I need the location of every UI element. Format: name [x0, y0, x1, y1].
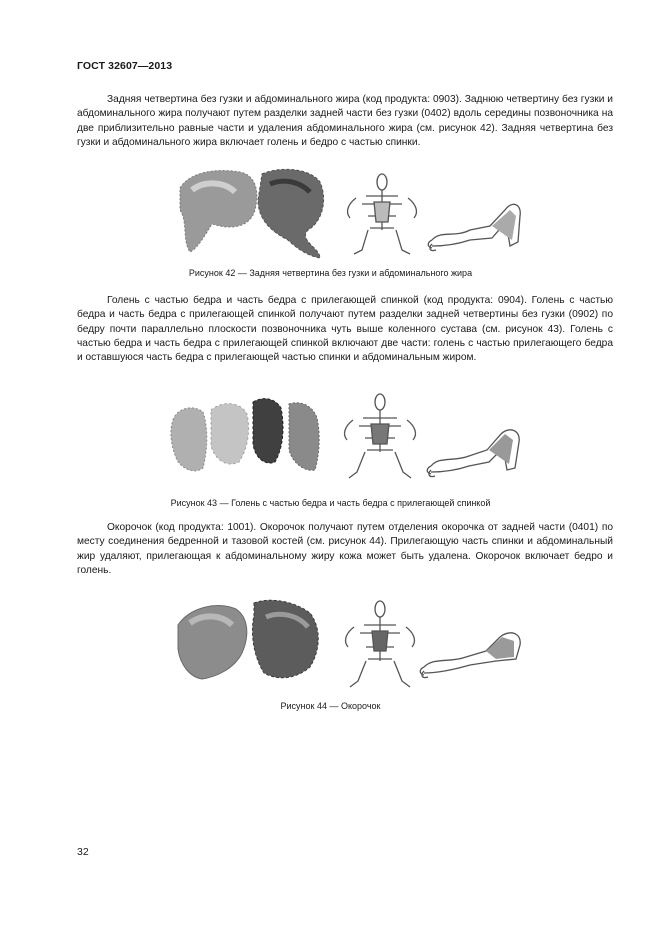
skeleton-diagram-icon	[346, 601, 415, 687]
paragraph-0903: Задняя четвертина без гузки и абдоминального жира (код продукта: 0903). Заднюю четвертину без гузки и абдоминального жира получают путем разделки задней части без гузки (0402) вдоль середины позвоночника на две приблизительно равные части и удаления абдоминального жира (см. рисунок 42). Задняя четвертина без гузки и абдоминального жира включает голень и бедро с частью спинки.	[77, 94, 613, 148]
caption-figure-44: Рисунок 44 — Окорочок	[280, 701, 381, 711]
skeleton-diagram-icon	[345, 394, 416, 478]
standard-header: ГОСТ 32607—2013	[77, 60, 173, 72]
meat-photo-outer-icon	[171, 404, 249, 471]
leg-outline-diagram-icon	[427, 430, 519, 477]
meat-photo-outer-icon	[180, 171, 257, 252]
figure-43	[165, 390, 535, 490]
page-number: 32	[77, 846, 89, 858]
caption-figure-42: Рисунок 42 — Задняя четвертина без гузки и абдоминального жира	[188, 268, 473, 278]
leg-outline-diagram-icon	[420, 633, 520, 678]
caption-figure-43: Рисунок 43 — Голень с частью бедра и часть бедра с прилегающей спинкой	[170, 498, 491, 508]
meat-photo-outer-icon	[178, 606, 247, 679]
figure-44	[170, 595, 530, 695]
paragraph-0904: Голень с частью бедра и часть бедра с прилегающей спинкой (код продукта: 0904). Голень с частью бедра и часть бедра с прилегающей спинкой получают путем разделки задней четвертины без гузки (0902) по бедру почти параллельно плоскости позвоночника чуть выше коленного сустава (см. рисунок 43). Голень с частью бедра и часть бедра с прилегающей спинкой включают две части: голень с частью прилегающего бедра и оставшуюся часть бедра с прилегающей частью спинки и абдоминальным жиром.	[77, 295, 613, 364]
meat-photo-inner-icon	[258, 169, 324, 258]
paragraph-1001: Окорочок (код продукта: 1001). Окорочок получают путем отделения окорочка от задней части (0401) по месту соединения бедренной и тазовой костей (см. рисунок 44). Прилегающую часть спинки и абдоминальный жир удаляют, прилегающая к абдоминальному жиру кожа может быть удалена. Окорочок включает бедро и голень.	[77, 522, 613, 576]
meat-photo-inner-icon	[253, 399, 319, 471]
skeleton-diagram-icon	[348, 174, 417, 254]
leg-outline-diagram-icon	[428, 204, 520, 250]
figure-42	[170, 160, 530, 260]
meat-photo-inner-icon	[252, 600, 318, 678]
